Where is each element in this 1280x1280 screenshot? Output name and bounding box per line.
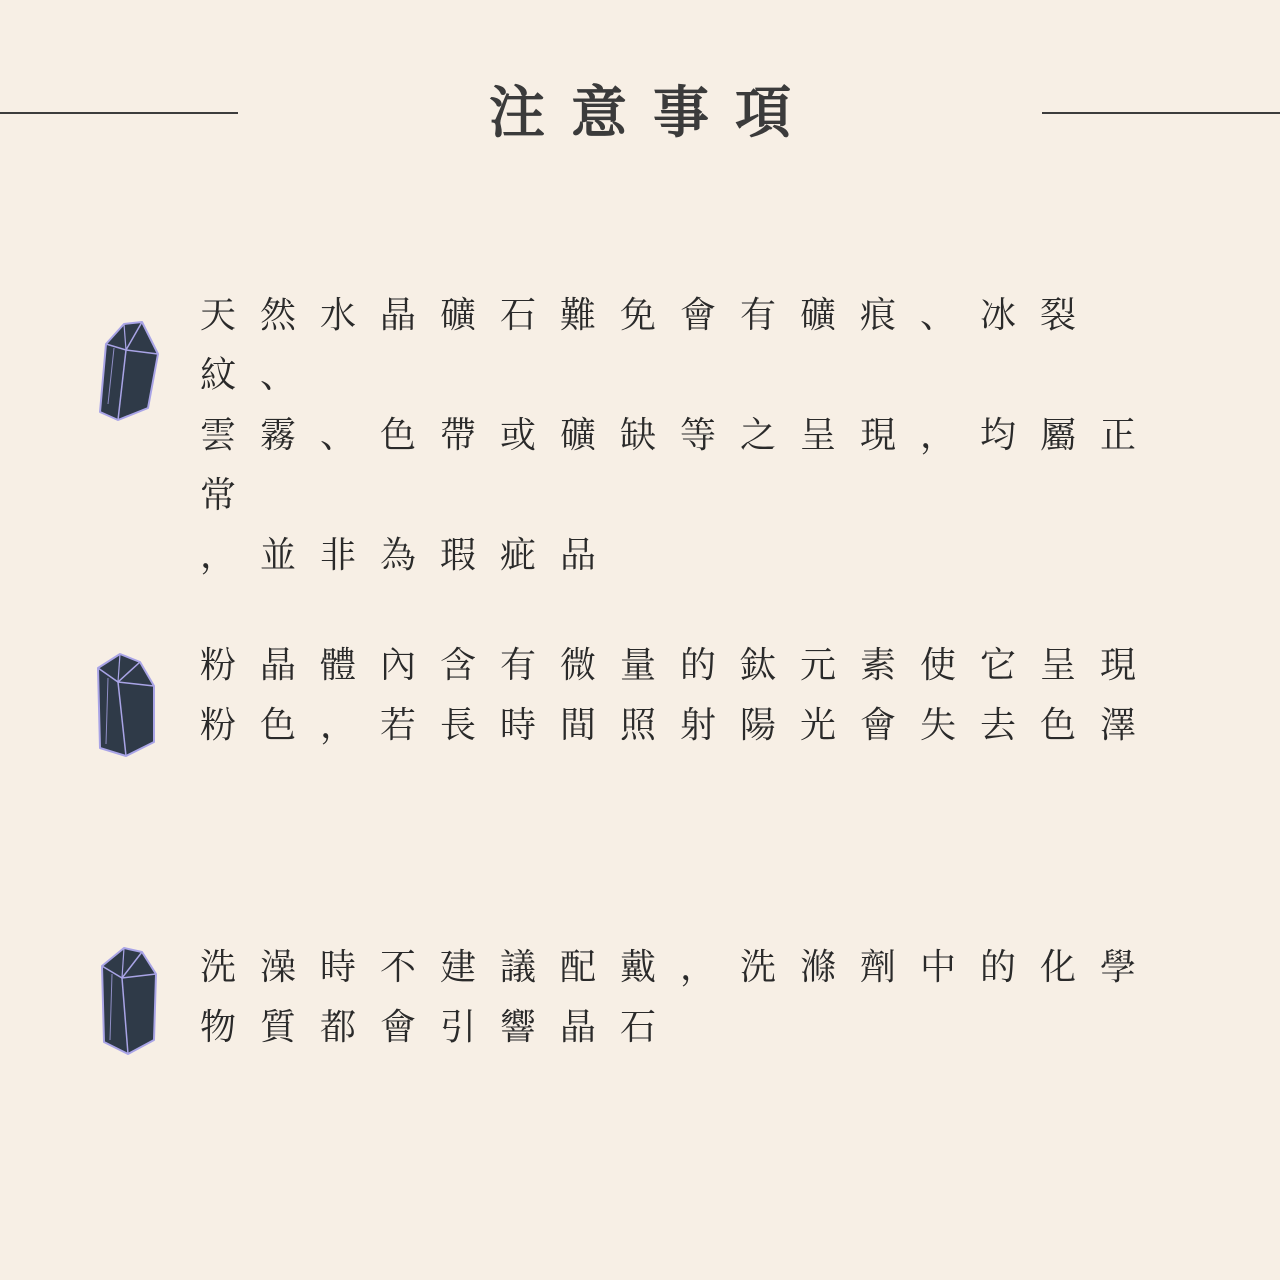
- note-text: 洗澡時不建議配戴，洗滌劑中的化學 物質都會引響晶石: [200, 947, 1161, 1048]
- note-text: 粉晶體內含有微量的鈦元素使它呈現 粉色，若長時間照射陽光會失去色澤: [200, 645, 1161, 746]
- crystal-icon: [96, 652, 158, 762]
- crystal-icon: [96, 320, 162, 428]
- note-text: 天然水晶礦石難免會有礦痕、冰裂紋、 雲霧、色帶或礦缺等之呈現，均屬正常 ，並非為瑕疵品: [200, 295, 1161, 576]
- title-divider-left: [0, 112, 238, 114]
- crystal-icon: [98, 946, 160, 1060]
- page-title: 注意事項: [489, 80, 817, 146]
- title-divider-right: [1042, 112, 1280, 114]
